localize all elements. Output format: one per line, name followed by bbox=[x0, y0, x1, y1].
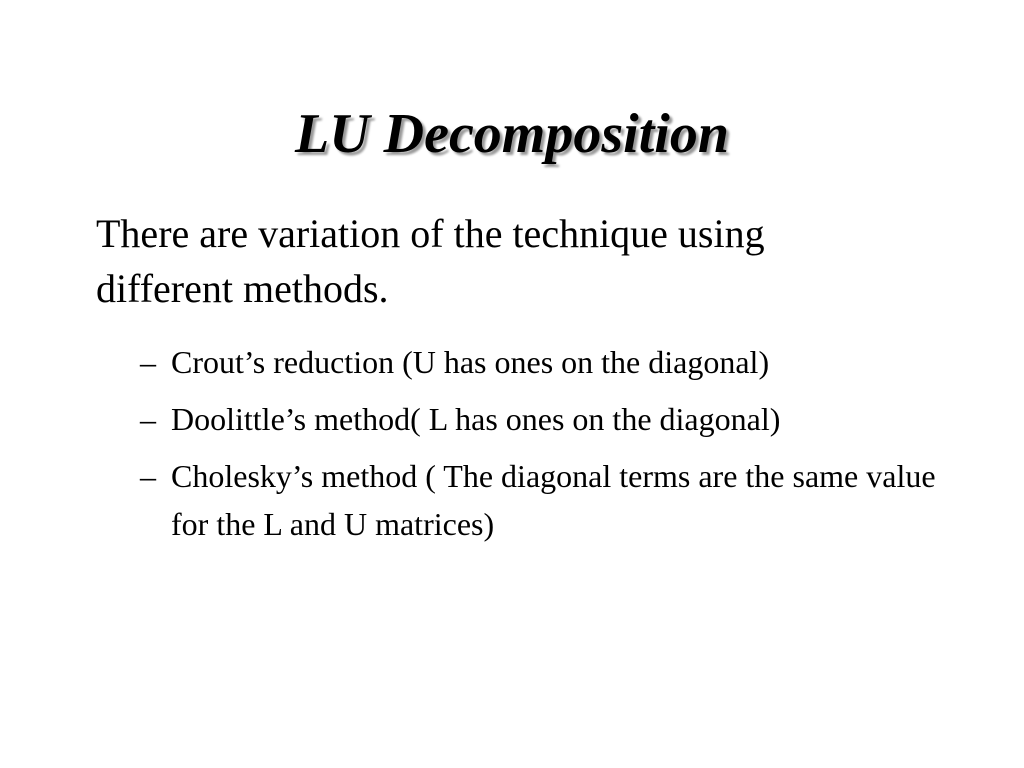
list-item bbox=[140, 452, 960, 548]
bullet-list bbox=[140, 338, 960, 557]
bullet-text-doolittle: Doolittle’s method( L has ones on the diagonal) bbox=[171, 401, 781, 437]
bullet-dash: – bbox=[140, 344, 156, 380]
list-item bbox=[140, 395, 960, 443]
slide-title: LU Decomposition bbox=[295, 103, 729, 165]
list-item bbox=[140, 338, 960, 386]
bullet-text-cholesky: Cholesky’s method ( The diagonal terms are the same value for the L and U matrices) bbox=[171, 458, 936, 542]
bullet-dash: – bbox=[140, 401, 156, 437]
intro-paragraph: There are variation of the technique using different methods. bbox=[96, 211, 765, 311]
bullet-text-crout: Crout’s reduction (U has ones on the diagonal) bbox=[171, 344, 770, 380]
bullet-dash: – bbox=[140, 458, 156, 494]
